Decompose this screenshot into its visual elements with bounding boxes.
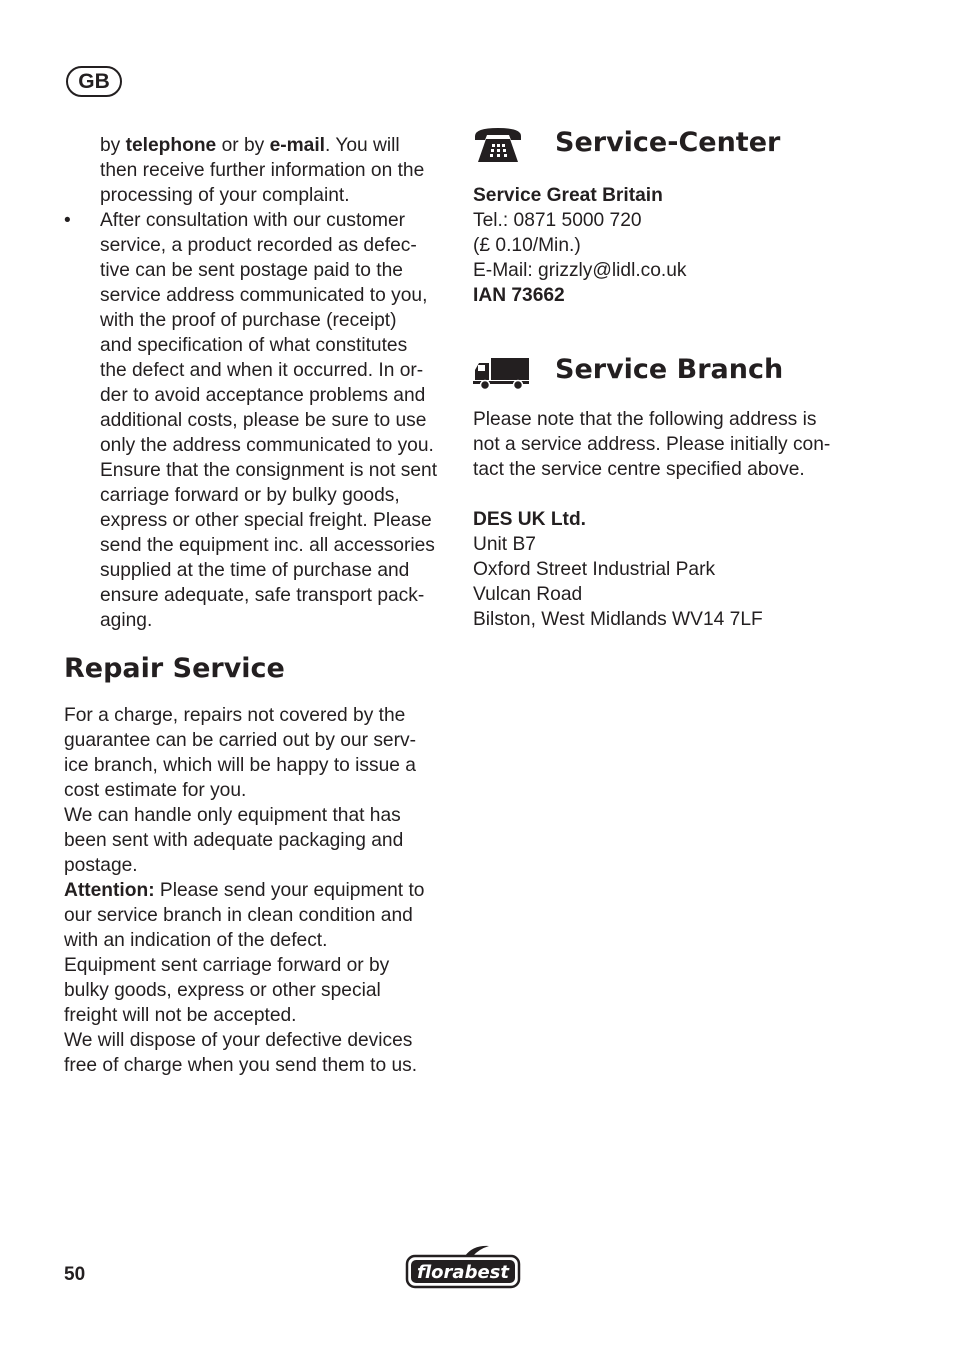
bullet-line: express or other special freight. Please xyxy=(100,510,432,531)
intro-line: then receive further information on the xyxy=(100,160,425,181)
repair-service-heading: Repair Service xyxy=(64,653,285,684)
bullet-line: tive can be sent postage paid to the xyxy=(100,260,403,281)
service-center-name: Service Great Britain xyxy=(473,185,663,206)
company-name: DES UK Ltd. xyxy=(473,509,586,530)
email: E-Mail: grizzly@lidl.co.uk xyxy=(473,260,687,281)
language-badge: GB xyxy=(66,66,122,97)
bullet-line: with the proof of purchase (receipt) xyxy=(100,310,397,331)
branch-address xyxy=(473,507,873,632)
service-center-header xyxy=(473,126,873,166)
body-line: Equipment sent carriage forward or by xyxy=(64,955,390,976)
telephone: Tel.: 0871 5000 720 xyxy=(473,210,642,231)
body-line: free of charge when you send them to us. xyxy=(64,1055,418,1076)
truck-icon xyxy=(473,357,531,391)
body-line: bulky goods, express or other special xyxy=(64,980,381,1001)
list-item xyxy=(64,208,450,633)
page-number: 50 xyxy=(64,1264,86,1285)
service-branch-header xyxy=(473,353,873,393)
repair-service-body xyxy=(64,703,450,1078)
service-center-heading: Service-Center xyxy=(555,127,781,158)
note-line: not a service address. Please initially con- xyxy=(473,434,831,455)
left-column xyxy=(64,133,450,1078)
body-line: our service branch in clean condition and xyxy=(64,905,413,926)
attention-label: Attention: xyxy=(64,880,155,901)
address-line: Oxford Street Industrial Park xyxy=(473,559,716,580)
bullet-line: ensure adequate, safe transport pack- xyxy=(100,585,425,606)
florabest-logo xyxy=(405,1244,521,1290)
address-line: Vulcan Road xyxy=(473,584,583,605)
note-line: tact the service centre specified above. xyxy=(473,459,805,480)
body-line: We can handle only equipment that has xyxy=(64,805,401,826)
attention-line: Attention: Please send your equipment to xyxy=(64,880,425,901)
body-line: cost estimate for you. xyxy=(64,780,247,801)
bullet-mark: • xyxy=(64,210,71,231)
service-branch-heading: Service Branch xyxy=(555,354,784,385)
bullet-line: only the address communicated to you. xyxy=(100,435,434,456)
service-branch-note xyxy=(473,407,873,482)
ian-number: IAN 73662 xyxy=(473,285,565,306)
body-line: guarantee can be carried out by our serv- xyxy=(64,730,416,751)
intro-line: by telephone or by e-mail. You will xyxy=(100,135,400,156)
right-column xyxy=(473,126,873,632)
bullet-line: send the equipment inc. all accessories xyxy=(100,535,435,556)
phone-icon xyxy=(473,126,523,166)
bullet-line: service, a product recorded as defec- xyxy=(100,235,417,256)
body-line: We will dispose of your defective devices xyxy=(64,1030,413,1051)
body-line: ice branch, which will be happy to issue a xyxy=(64,755,416,776)
bullet-line: aging. xyxy=(100,610,153,631)
body-line: with an indication of the defect. xyxy=(64,930,328,951)
bullet-line: supplied at the time of purchase and xyxy=(100,560,410,581)
body-line: freight will not be accepted. xyxy=(64,1005,297,1026)
bullet-line: der to avoid acceptance problems and xyxy=(100,385,426,406)
bullet-line: carriage forward or by bulky goods, xyxy=(100,485,400,506)
bullet-line: and specification of what constitutes xyxy=(100,335,408,356)
body-line: For a charge, repairs not covered by the xyxy=(64,705,406,726)
address-line: Unit B7 xyxy=(473,534,536,555)
note-line: Please note that the following address is xyxy=(473,409,817,430)
address-line: Bilston, West Midlands WV14 7LF xyxy=(473,609,763,630)
bullet-line: additional costs, please be sure to use xyxy=(100,410,427,431)
call-rate: (£ 0.10/Min.) xyxy=(473,235,581,256)
logo-text: florabest xyxy=(417,1262,509,1283)
bullet-line: service address communicated to you, xyxy=(100,285,428,306)
bullet-line: the defect and when it occurred. In or- xyxy=(100,360,424,381)
service-center-details xyxy=(473,183,873,308)
body-line: been sent with adequate packaging and xyxy=(64,830,404,851)
body-line: postage. xyxy=(64,855,138,876)
intro-line: processing of your complaint. xyxy=(100,185,350,206)
bullet-line: After consultation with our customer xyxy=(100,210,406,231)
bullet-line: Ensure that the consignment is not sent xyxy=(100,460,438,481)
